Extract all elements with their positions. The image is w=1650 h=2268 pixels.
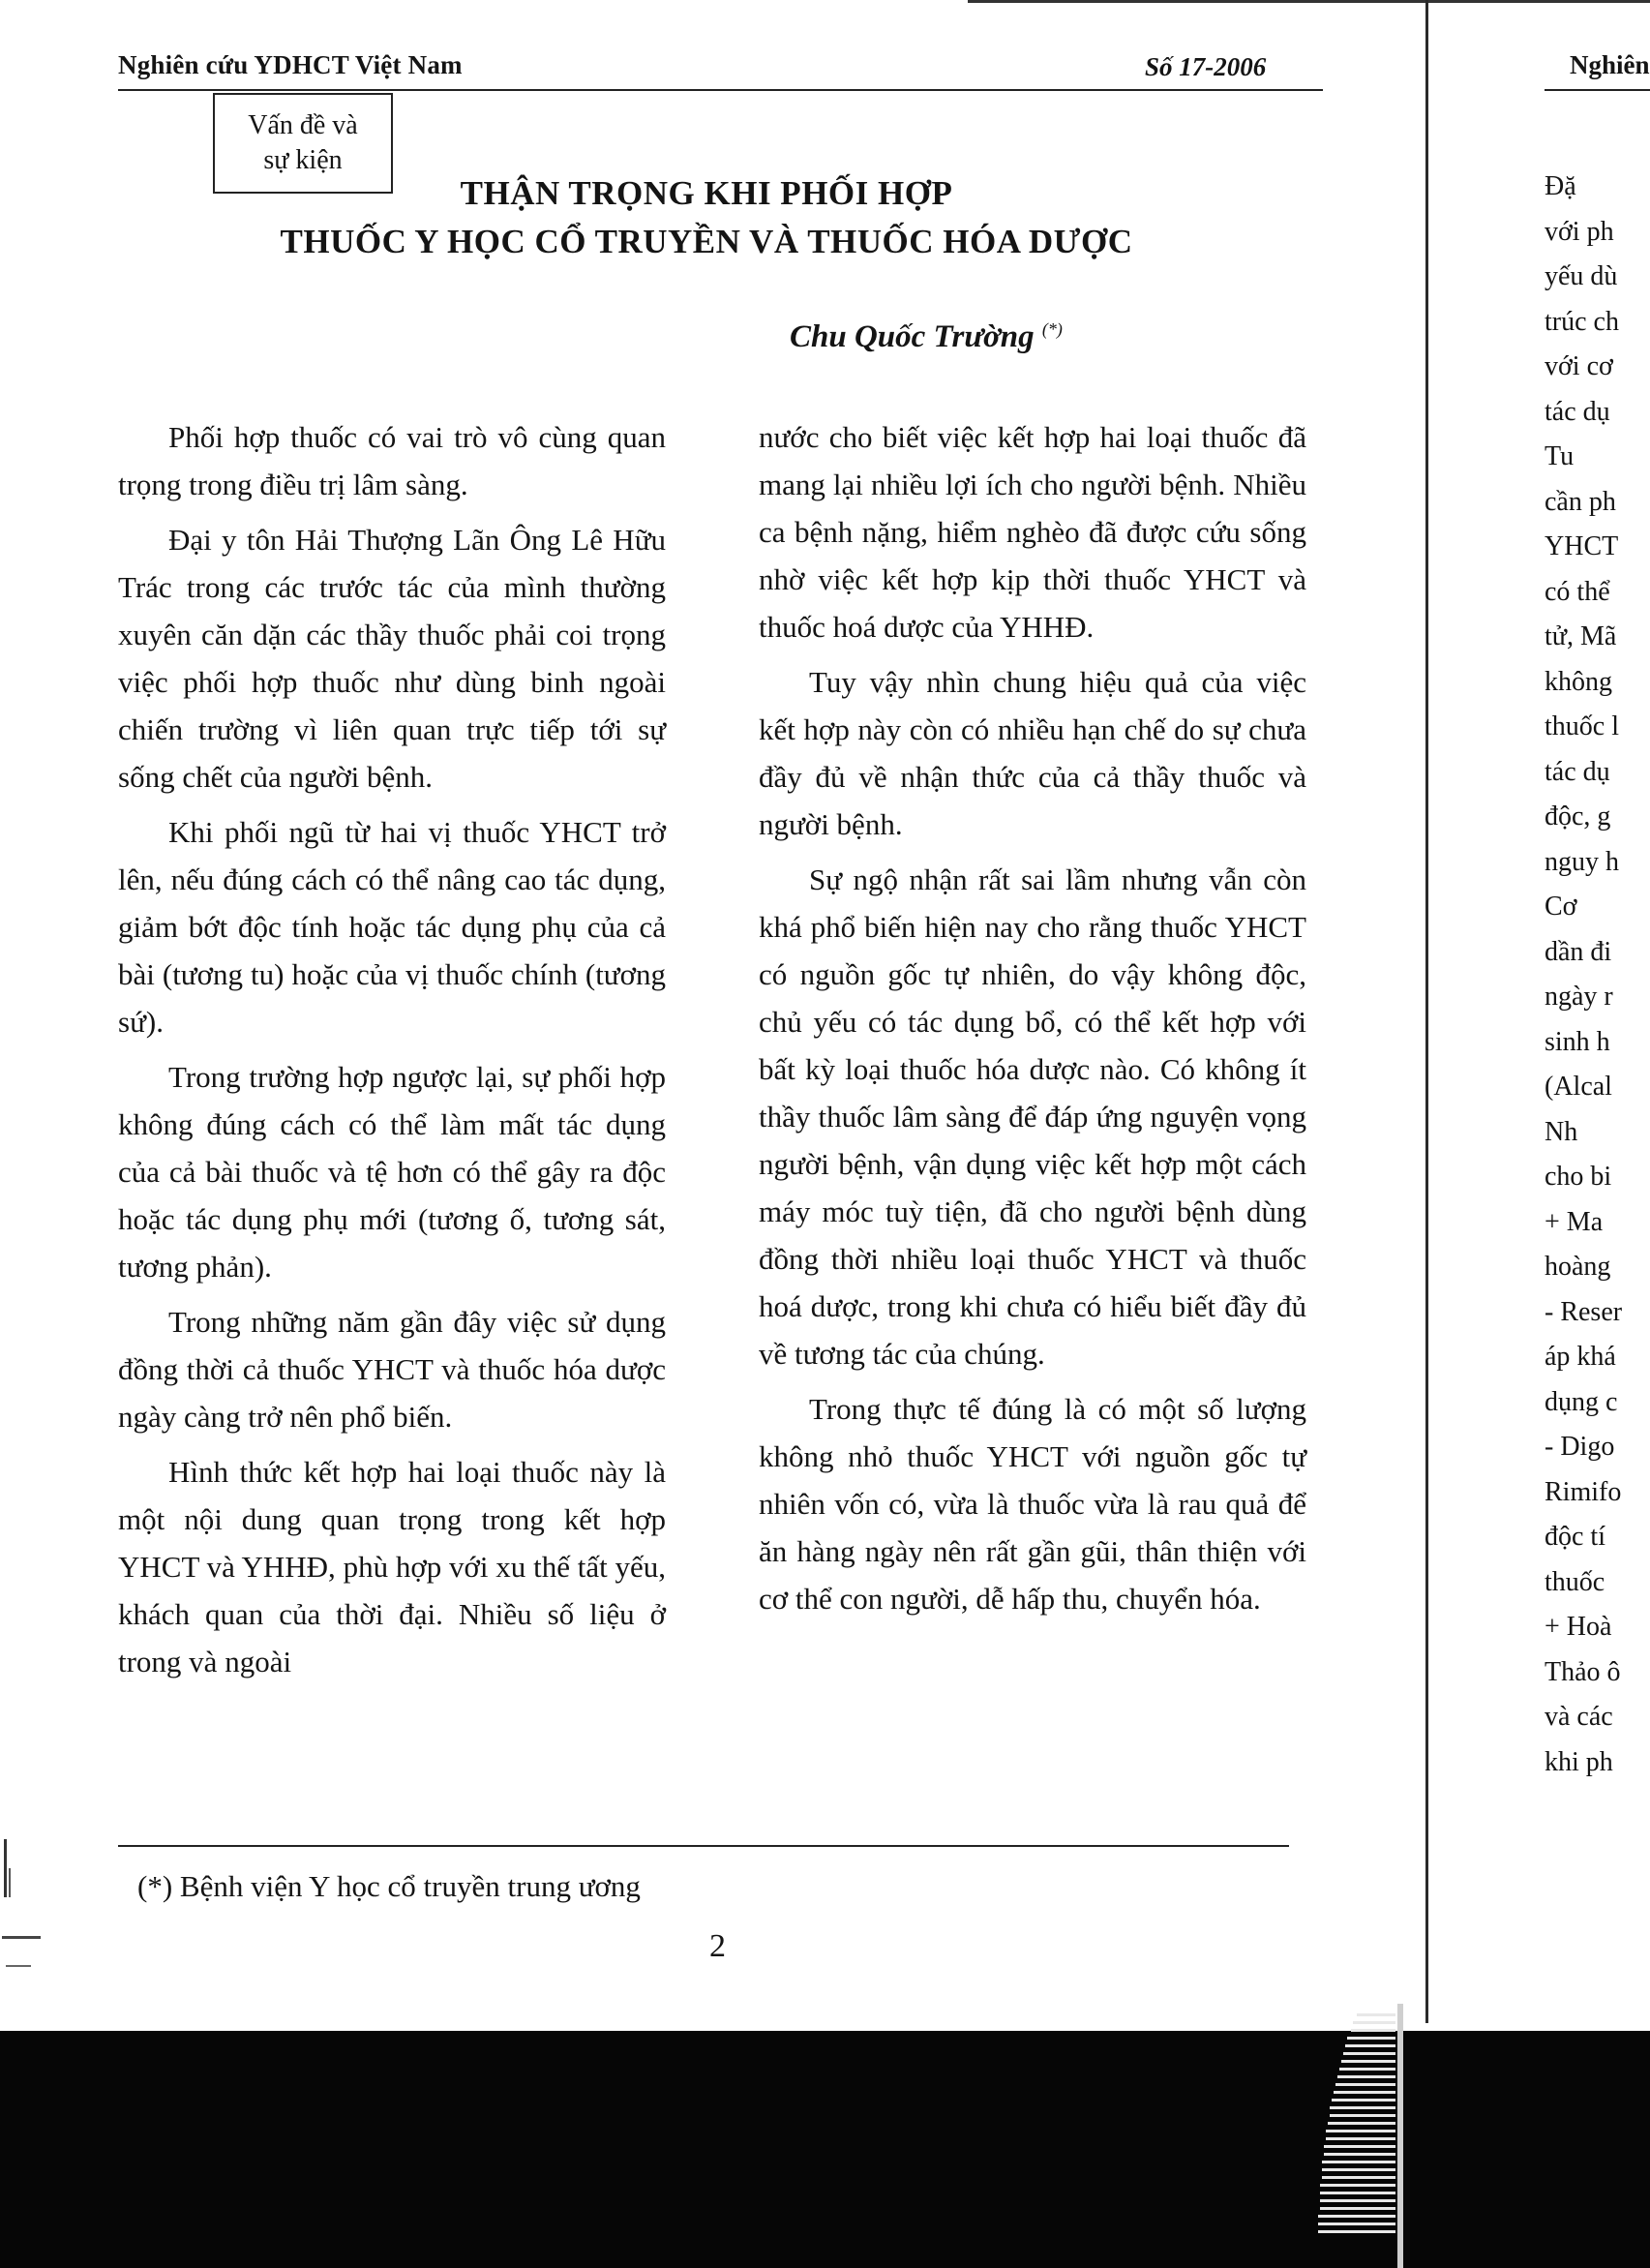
next-page-line: - Digo xyxy=(1545,1432,1615,1462)
paragraph: Phối hợp thuốc có vai trò vô cùng quan trọng trong điều trị lâm sàng. xyxy=(118,420,666,501)
next-page-line: khi ph xyxy=(1545,1746,1613,1777)
next-page-line: yếu dù xyxy=(1545,261,1618,291)
author-footnote-mark: (*) xyxy=(1041,319,1063,339)
next-page-line: tác dụ xyxy=(1545,396,1610,427)
author-byline xyxy=(790,319,1063,355)
paragraph-continuation: nước cho biết việc kết hợp hai loại thuốc đã mang lại nhiều lợi ích cho người bệnh. Nhiều ca bệnh nặng, hiểm nghèo đã được cứu sống nhờ việc kết hợp kịp thời thuốc YHCT và thuốc hoá dược của YHHĐ. xyxy=(759,420,1306,644)
next-page-line: + Hoà xyxy=(1545,1612,1612,1642)
page-top-border xyxy=(968,0,1650,3)
next-page-line: trúc ch xyxy=(1545,306,1619,337)
next-page-line: hoàng xyxy=(1545,1252,1611,1282)
article-title-line1: THẬN TRỌNG KHI PHỐI HỢP xyxy=(460,174,953,212)
paragraph: Sự ngộ nhận rất sai lầm nhưng vẫn còn khá phổ biến hiện nay cho rằng thuốc YHCT có nguồn gốc tự nhiên, do vậy không độc, chủ yếu có tác dụng bổ, có thể kết hợp với bất kỳ loại thuốc hóa dược nào. Có không ít thầy thuốc lâm sàng để đáp ứng nguyện vọng người bệnh, vận dụng việc kết hợp một cách máy móc tuỳ tiện, đã cho người bệnh dùng đồng thời nhiều loại thuốc YHCT và thuốc hoá dược, trong khi chưa có hiểu biết đầy đủ về tương tác của chúng. xyxy=(759,862,1306,1371)
next-page-line: sinh h xyxy=(1545,1026,1610,1057)
page-number: 2 xyxy=(709,1928,726,1964)
next-page-line: + Ma xyxy=(1545,1206,1604,1237)
next-page-line: với cơ xyxy=(1545,351,1613,381)
next-page-line: - Reser xyxy=(1545,1296,1623,1327)
next-page-line: áp khá xyxy=(1545,1342,1616,1372)
journal-name: Nghiên cứu YDHCT Việt Nam xyxy=(118,50,463,79)
next-page-line: cho bi xyxy=(1545,1162,1612,1192)
next-page-line: tác dụ xyxy=(1545,756,1610,787)
paragraph: Đại y tôn Hải Thượng Lãn Ông Lê Hữu Trác trong các trước tác của mình thường xuyên căn dặn các thầy thuốc phải coi trọng việc phối hợp thuốc như dùng binh ngoài chiến trường vì liên quan trực tiếp tới sự sống chết của người bệnh. xyxy=(118,523,666,794)
next-page-line: Nh xyxy=(1545,1116,1578,1147)
next-page-line: thuốc l xyxy=(1545,711,1619,741)
next-page-line: Đặ xyxy=(1545,171,1576,201)
next-page-header-rule xyxy=(1545,89,1650,91)
author-name: Chu Quốc Trường xyxy=(790,319,1035,354)
next-page-line: (Alcal xyxy=(1545,1072,1612,1102)
section-label-line1: Vấn đề và xyxy=(248,110,358,140)
paragraph: Khi phối ngũ từ hai vị thuốc YHCT trở lên, nếu đúng cách có thể nâng cao tác dụng, giảm bớt độc tính hoặc tác dụng phụ của cả bài (tương tu) hoặc của vị thuốc chính (tương sứ). xyxy=(118,815,666,1039)
section-label-line2: sự kiện xyxy=(263,145,343,175)
next-page-line: có thể xyxy=(1545,576,1610,607)
next-page-line: Thảo ô xyxy=(1545,1656,1621,1687)
next-page-line: với ph xyxy=(1545,216,1614,247)
issue-number: Số 17-2006 xyxy=(1145,52,1267,81)
next-page-line: độc tí xyxy=(1545,1522,1605,1552)
next-page-line: tử, Mã xyxy=(1545,621,1617,651)
next-page-line: Tu xyxy=(1545,441,1575,471)
footnote: (*) Bệnh viện Y học cổ truyền trung ương xyxy=(137,1869,641,1903)
next-page-line: dần đi xyxy=(1545,936,1612,967)
next-page-line: nguy h xyxy=(1545,846,1619,877)
next-page-line: thuốc xyxy=(1545,1566,1605,1597)
next-page-text-strip xyxy=(1545,165,1650,1785)
next-page-line: Cơ xyxy=(1545,892,1577,922)
page-gutter-line xyxy=(1425,0,1428,2023)
header-rule xyxy=(118,89,1323,91)
next-page-journal-name: Nghiên xyxy=(1570,50,1650,79)
left-column xyxy=(118,413,666,1693)
paragraph: Trong những năm gần đây việc sử dụng đồng thời cả thuốc YHCT và thuốc hóa dược ngày càng trở nên phổ biến. xyxy=(118,1305,666,1434)
next-page-line: không xyxy=(1545,666,1612,697)
paragraph: Trong trường hợp ngược lại, sự phối hợp không đúng cách có thể làm mất tác dụng của cả bài thuốc và tệ hơn có thể gây ra độc hoặc tác dụng phụ mới (tương ố, tương sát, tương phản). xyxy=(118,1060,666,1284)
scan-edge-marks xyxy=(0,1830,58,2023)
paragraph: Trong thực tế đúng là có một số lượng không nhỏ thuốc YHCT với nguồn gốc tự nhiên vốn có, vừa là thuốc vừa là rau quả để ăn hàng ngày nên rất gần gũi, thân thiện với cơ thể con người, dễ hấp thu, chuyển hóa. xyxy=(759,1392,1306,1616)
next-page-line: Rimifo xyxy=(1545,1476,1622,1507)
right-column xyxy=(759,413,1306,1630)
next-page-line: YHCT xyxy=(1545,531,1619,561)
next-page-line: và các xyxy=(1545,1702,1613,1732)
footnote-rule xyxy=(118,1845,1289,1847)
next-page-line: cần ph xyxy=(1545,486,1616,517)
next-page-line: độc, g xyxy=(1545,801,1611,832)
binding-stripes-graphic xyxy=(1297,1994,1403,2268)
next-page-line: ngày r xyxy=(1545,982,1613,1012)
article-title-line2: THUỐC Y HỌC CỔ TRUYỀN VÀ THUỐC HÓA DƯỢC xyxy=(280,223,1133,260)
paragraph: Tuy vậy nhìn chung hiệu quả của việc kết hợp này còn có nhiều hạn chế do sự chưa đầy đủ về nhận thức của cả thầy thuốc và người bệnh. xyxy=(759,665,1306,841)
next-page-line: dụng c xyxy=(1545,1386,1618,1417)
paragraph: Hình thức kết hợp hai loại thuốc này là một nội dung quan trọng trong kết hợp YHCT và YHHĐ, phù hợp với xu thế tất yếu, khách quan của thời đại. Nhiều số liệu ở trong và ngoài xyxy=(118,1455,666,1678)
